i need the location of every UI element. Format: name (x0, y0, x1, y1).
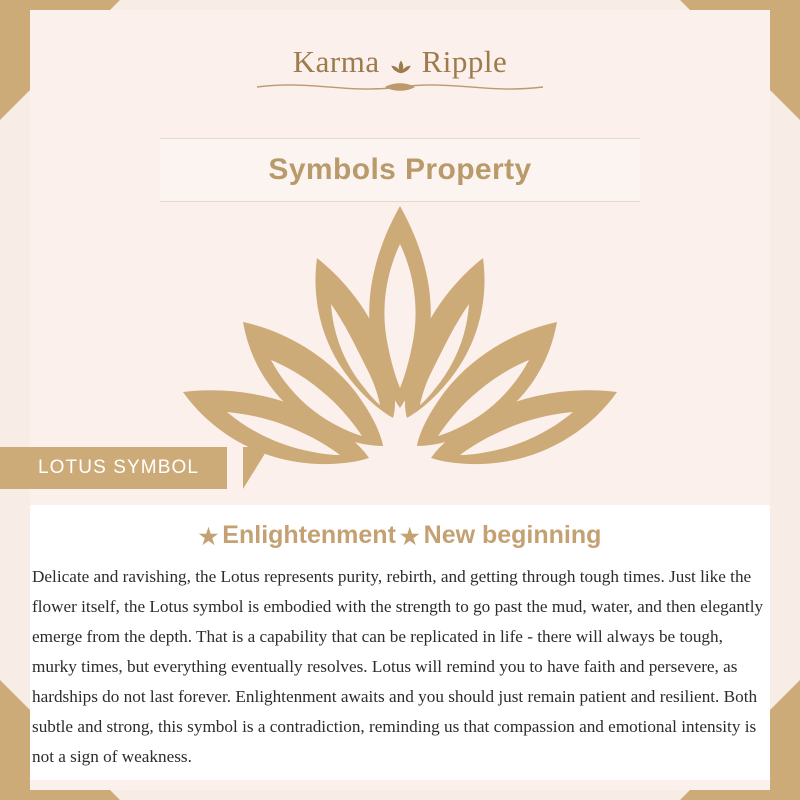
page-title: Symbols Property (268, 153, 532, 186)
title-band (160, 138, 640, 202)
ribbon-tail-icon (243, 447, 269, 489)
body-text-block (30, 562, 770, 772)
lotus-symbol-ribbon (0, 447, 227, 489)
lotus-flower-icon (165, 196, 635, 496)
body-paragraph: Delicate and ravishing, the Lotus represents purity, rebirth, and getting through tough times. Just like the flower itself, the Lotus symbol is embodied with the strength to go past the mud, water, and then elegantly emerge from the depth. That is a capability that can be replicated in life - there will always be tough, murky times, but everything eventually resolves. Lotus will remind you to have faith and persevere, as hardships do not last forever. Enlightenment awaits and you should just remain patient and resilient. Both subtle and strong, this symbol is a contradiction, reminding us that compassion and emotional intensity is not a sign of weakness. (32, 567, 764, 766)
lotus-monogram-icon (386, 51, 416, 73)
star-icon-middle: ★ (399, 523, 420, 549)
description-panel (30, 505, 770, 780)
brand-row (293, 44, 508, 80)
star-icon-left: ★ (198, 523, 219, 549)
brand-name-left: Karma (292, 44, 380, 79)
flourish-divider-icon (255, 80, 545, 94)
ribbon-label: LOTUS SYMBOL (38, 457, 200, 478)
keyword-new-beginning: New beginning (423, 521, 602, 549)
keyword-enlightenment: Enlightenment (222, 521, 396, 549)
keywords-headline (30, 521, 770, 550)
brand-name-right: Ripple (421, 44, 508, 79)
brand-logo (0, 44, 800, 80)
